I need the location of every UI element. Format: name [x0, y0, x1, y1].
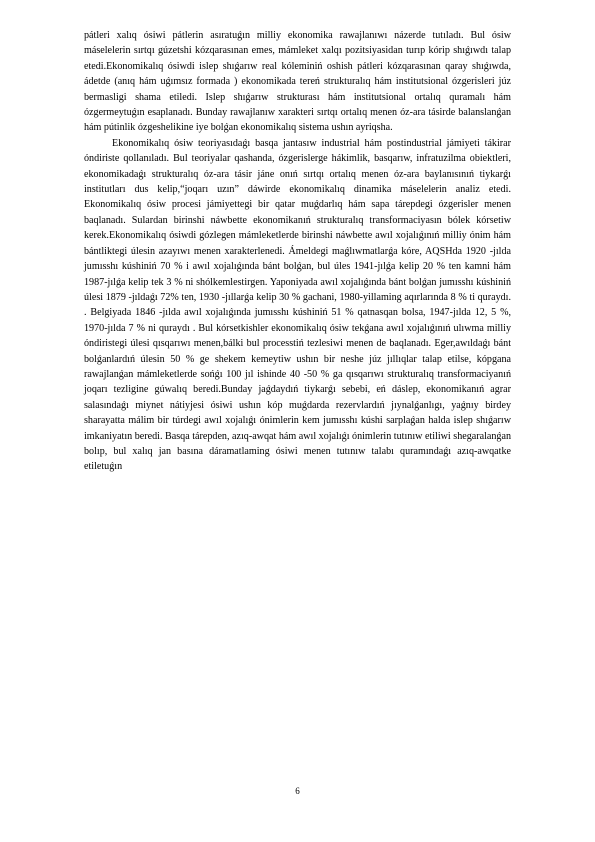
paragraph-1: pátleri xalıq ósiwi pátlerin asıratuǵın milliy ekonomika rawajlanıwı názerde tutıladı. Bul ósiw máselelerin sırtqı gúzetshi kózqarasınan emes, mámleket xalqı pozitsiyasidan turıp kórip shıǵıwdı talap etedi.Ekonomikalıq ósiwdi islep shıǵarıw real kóleminiń oshish pátleri kózqarasınan qaray shıǵıwda, ádetde (anıq hám uǵımsız formada ) ekonomikada tereń strukturalıq hám institutsional ózgerisleri júz bermasligi shama etiledi. Islep shıǵarıw strukturası hám institutsional ortalıq quramalı hám ózgermeytuǵın esaplanadı. Bunday rawajlanıw xarakteri sırtqı ortalıq menen óz-ara tásirde balanslanǵan hám pútinlik ózgeshelikine iye bolǵan ekonomikalıq sistema ushın ayriqsha.	[84, 30, 511, 134]
page-number: 6	[295, 786, 300, 796]
paragraph-2: Ekonomikalıq ósiw teoriyasıdaǵı basqa jantasıw industrial hám postindustrial jámiyeti tákirar óndiriste qollanıladı. Bul teoriyalar qashanda, ózgerislerge hákimlik, basqarıw, infratuzilma obiektleri, ekonomikadaǵı strukturalıq óz-ara tásir jáne onıń sırtqı ortalıq menen óz-ara baylanısınıń tiykarǵı institutları dus kelip,“joqarı uzın” dáwirde ekonomikalıq dinamika máselelerin analiz etedi. Ekonomikalıq ósiw procesi jámiyettegi bir qatar muǵdarlıq hám sapa tárepdegi ózgerisler menen baqlanadı. Sulardan birinshi náwbette ekonomikanıń strukturalıq transformaciyasın bólek kórsetiw kerek.Ekonomikalıq ósiwdi gózlegen mámleketlerde birinshi náwbette awıl xojalıǵınıń milliy ónim hám bántliktegi úlesin azayıwı menen xarakterlenedi. Ámeldegi maǵlıwmatlarǵa kóre, AQSHda 1920 -jılda jumısshı kúshiniń 70 % i awıl xojalıǵında bánt bolǵan, bul úles 1941-jılǵa kelip 20 % ten kamni hám 1987-jılǵa kelip tek 3 % ni shólkemlestirgen. Yaponiyada awıl xojalıǵında bánt bolǵan jumısshı kúshiniń úlesi 1879 -jıldaǵı 72% ten, 1930 -jıllarǵa kelip 30 % gachani, 1980-yillaming aqırlarında 8 % ti quraydı. . Belgiyada 1846 -jılda awıl xojalıǵında jumısshı kúshiniń 51 % qatnasqan bolsa, 1947-jılda 12, 5 %, 1970-jılda 7 % ni quraydı . Bul kórsetkishler ekonomikalıq ósiw tekǵana awıl xojalıǵınıń ulıwma milliy óndiristegi úlesi qısqarıwı menen,bálki bul processtiń tezlesiwi menen de baqlanadı. Eger,awıldaǵı bánt bolǵanlardıń úlesin 50 % ge shekem kemeytiw ushın bir neshe júz jıllıqlar talap etilse, kópgana rawajlanǵan mámleketlerde sońǵı 100 jıl ishinde 40 -50 % ga qısqarıwı strukturalıq transformaciyanıń joqarı tezligine gúwalıq beredi.Bunday jaǵdaydıń tiykarǵı sebebi, eń dáslep, ekonomikanıń agrar salasındaǵı miynet nátiyjesi ósiwi ushın kóp muǵdarda rezervlardıń jıynalǵanlıgı, yaǵnıy birdey sharayatta málim bir túrdegi awıl xojalıǵı ónimlerin kem jumısshı kúshi sarplaǵan halda islep shıǵarıw imkaniyatın beredi. Basqa tárepden, azıq-awqat hám awıl xojalıǵı ónimlerin tutınıw etiliwi shegaralanǵan bolıp, bul xalıq jan basına dáramatlaming ósiwi menen tutınıw talabı quramındaǵı azıq-awqatke etiletuǵın	[84, 137, 511, 473]
document-body	[84, 28, 511, 475]
